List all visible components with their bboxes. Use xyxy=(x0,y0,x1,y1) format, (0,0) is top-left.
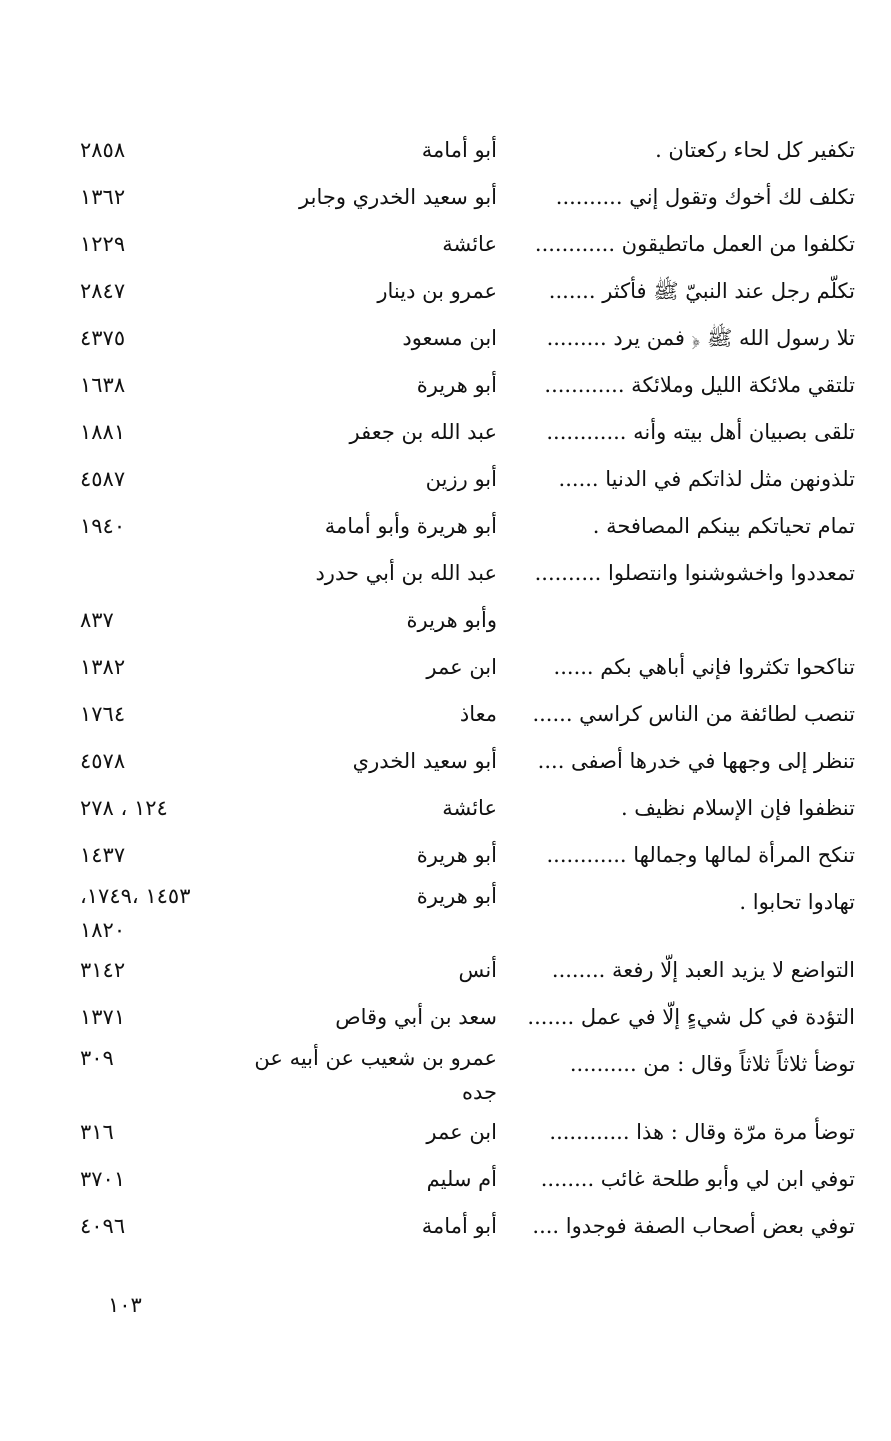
hadith-number: ٨٣٧ xyxy=(80,608,114,632)
narrator-name: أنس xyxy=(458,958,497,982)
hadith-text: تنصب لطائفة من الناس كراسي ...... xyxy=(532,702,855,726)
hadith-text: تكلّم رجل عند النبيّ ﷺ فأكثر ....... xyxy=(548,279,855,303)
hadith-text: تنكح المرأة لمالها وجمالها ............ xyxy=(546,843,855,867)
narrator-name: وأبو هريرة xyxy=(406,608,497,632)
narrator-name: أم سليم xyxy=(426,1167,497,1191)
narrator-name: عبد الله بن جعفر xyxy=(349,420,497,444)
narrator-name: معاذ xyxy=(459,702,497,726)
hadith-number: ١٩٤٠ xyxy=(80,514,126,538)
hadith-number: ١٢٤ ، ٢٧٨ xyxy=(80,796,168,820)
hadith-number: ٤٥٨٧ xyxy=(80,467,126,491)
hadith-number: ١٦٣٨ xyxy=(80,373,126,397)
narrator-name: أبو أمامة xyxy=(421,138,497,162)
index-row xyxy=(80,315,855,362)
index-row xyxy=(80,268,855,315)
narrator-name: ابن عمر xyxy=(426,655,497,679)
index-row xyxy=(80,503,855,550)
index-row xyxy=(80,550,855,597)
hadith-number: ١٣٦٢ xyxy=(80,185,126,209)
hadith-text: تلا رسول الله ﷺ ﴿ فمن يرد ......... xyxy=(546,326,855,350)
index-row xyxy=(80,738,855,785)
hadith-text: تكفير كل لحاء ركعتان . xyxy=(655,138,855,162)
hadith-number: ١٣٧١ xyxy=(80,1005,126,1029)
narrator-name: أبو سعيد الخدري xyxy=(352,749,497,773)
hadith-text: تلقى بصبيان أهل بيته وأنه ............ xyxy=(546,420,855,444)
narrator-name: ابن عمر xyxy=(426,1120,497,1144)
narrator-name: أبو هريرة xyxy=(416,373,497,397)
hadith-number: ٣١٤٢ xyxy=(80,958,126,982)
hadith-number: ١٨٨١ xyxy=(80,420,126,444)
index-row xyxy=(80,1109,855,1156)
index-row xyxy=(80,127,855,174)
hadith-number: ١٢٢٩ xyxy=(80,232,126,256)
hadith-number: ٣٠٩ xyxy=(80,1046,114,1070)
hadith-text: تكلفوا من العمل ماتطيقون ............ xyxy=(534,232,855,256)
page-number: ١٠٣ xyxy=(108,1293,142,1317)
hadith-number: ١٧٦٤ xyxy=(80,702,126,726)
hadith-text: التواضع لا يزيد العبد إلّا رفعة ........ xyxy=(551,958,855,982)
narrator-name: عمرو بن دينار xyxy=(377,279,497,303)
narrator-name: عبد الله بن أبي حدرد xyxy=(315,561,497,585)
index-row xyxy=(80,691,855,738)
index-row xyxy=(80,221,855,268)
narrator-name: عائشة xyxy=(442,796,497,820)
hadith-number: ٣١٦ xyxy=(80,1120,114,1144)
hadith-number: ٤٠٩٦ xyxy=(80,1214,126,1238)
narrator-name: عمرو بن شعيب عن أبيه عن جده xyxy=(254,1046,497,1104)
index-row xyxy=(80,785,855,832)
index-row xyxy=(80,879,855,947)
hadith-number: ٤٣٧٥ xyxy=(80,326,126,350)
hadith-text: توفي بعض أصحاب الصفة فوجدوا .... xyxy=(532,1214,855,1238)
narrator-name: عائشة xyxy=(442,232,497,256)
index-row xyxy=(80,597,855,644)
hadith-text: تهادوا تحابوا . xyxy=(739,890,855,914)
narrator-name: أبو هريرة وأبو أمامة xyxy=(324,514,497,538)
hadith-text: تناكحوا تكثروا فإني أباهي بكم ...... xyxy=(553,655,855,679)
hadith-number: ١٤٣٧ xyxy=(80,843,126,867)
hadith-text: توضأ ثلاثاً ثلاثاً وقال : من .......... xyxy=(569,1052,855,1076)
hadith-number: ٣٧٠١ xyxy=(80,1167,126,1191)
hadith-text: تلذونهن مثل لذاتكم في الدنيا ...... xyxy=(558,467,855,491)
index-row xyxy=(80,362,855,409)
hadith-number: ١٣٨٢ xyxy=(80,655,126,679)
hadith-text: التؤدة في كل شيءٍ إلّا في عمل ....... xyxy=(527,1005,855,1029)
hadith-number: ٤٥٧٨ xyxy=(80,749,126,773)
narrator-name: أبو رزين xyxy=(425,467,497,491)
hadith-index-table xyxy=(80,127,855,1250)
index-row xyxy=(80,1156,855,1203)
hadith-number: ٢٨٥٨ xyxy=(80,138,126,162)
narrator-name: ابن مسعود xyxy=(402,326,497,350)
narrator-name: سعد بن أبي وقاص xyxy=(335,1005,497,1029)
index-row xyxy=(80,644,855,691)
index-row xyxy=(80,832,855,879)
hadith-text: تلتقي ملائكة الليل وملائكة ............ xyxy=(544,373,855,397)
index-row xyxy=(80,994,855,1041)
hadith-text: توضأ مرة مرّة وقال : هذا ............ xyxy=(549,1120,855,1144)
index-row xyxy=(80,456,855,503)
hadith-text: تمعددوا واخشوشنوا وانتصلوا .......... xyxy=(534,561,855,585)
hadith-text: تنظر إلى وجهها في خدرها أصفى .... xyxy=(537,749,855,773)
hadith-text: توفي ابن لي وأبو طلحة غائب ........ xyxy=(540,1167,855,1191)
index-row xyxy=(80,947,855,994)
index-row xyxy=(80,174,855,221)
narrator-name: أبو أمامة xyxy=(421,1214,497,1238)
index-row xyxy=(80,409,855,456)
index-row xyxy=(80,1041,855,1109)
hadith-text: تنظفوا فإن الإسلام نظيف . xyxy=(620,796,855,820)
hadith-number: ٢٨٤٧ xyxy=(80,279,126,303)
hadith-text: تكلف لك أخوك وتقول إني .......... xyxy=(555,185,855,209)
hadith-number: ١٤٥٣ ،١٧٤٩، ١٨٢٠ xyxy=(80,884,191,942)
narrator-name: أبو سعيد الخدري وجابر xyxy=(299,185,497,209)
narrator-name: أبو هريرة xyxy=(416,843,497,867)
narrator-name: أبو هريرة xyxy=(416,884,497,908)
hadith-text: تمام تحياتكم بينكم المصافحة . xyxy=(592,514,855,538)
index-row xyxy=(80,1203,855,1250)
